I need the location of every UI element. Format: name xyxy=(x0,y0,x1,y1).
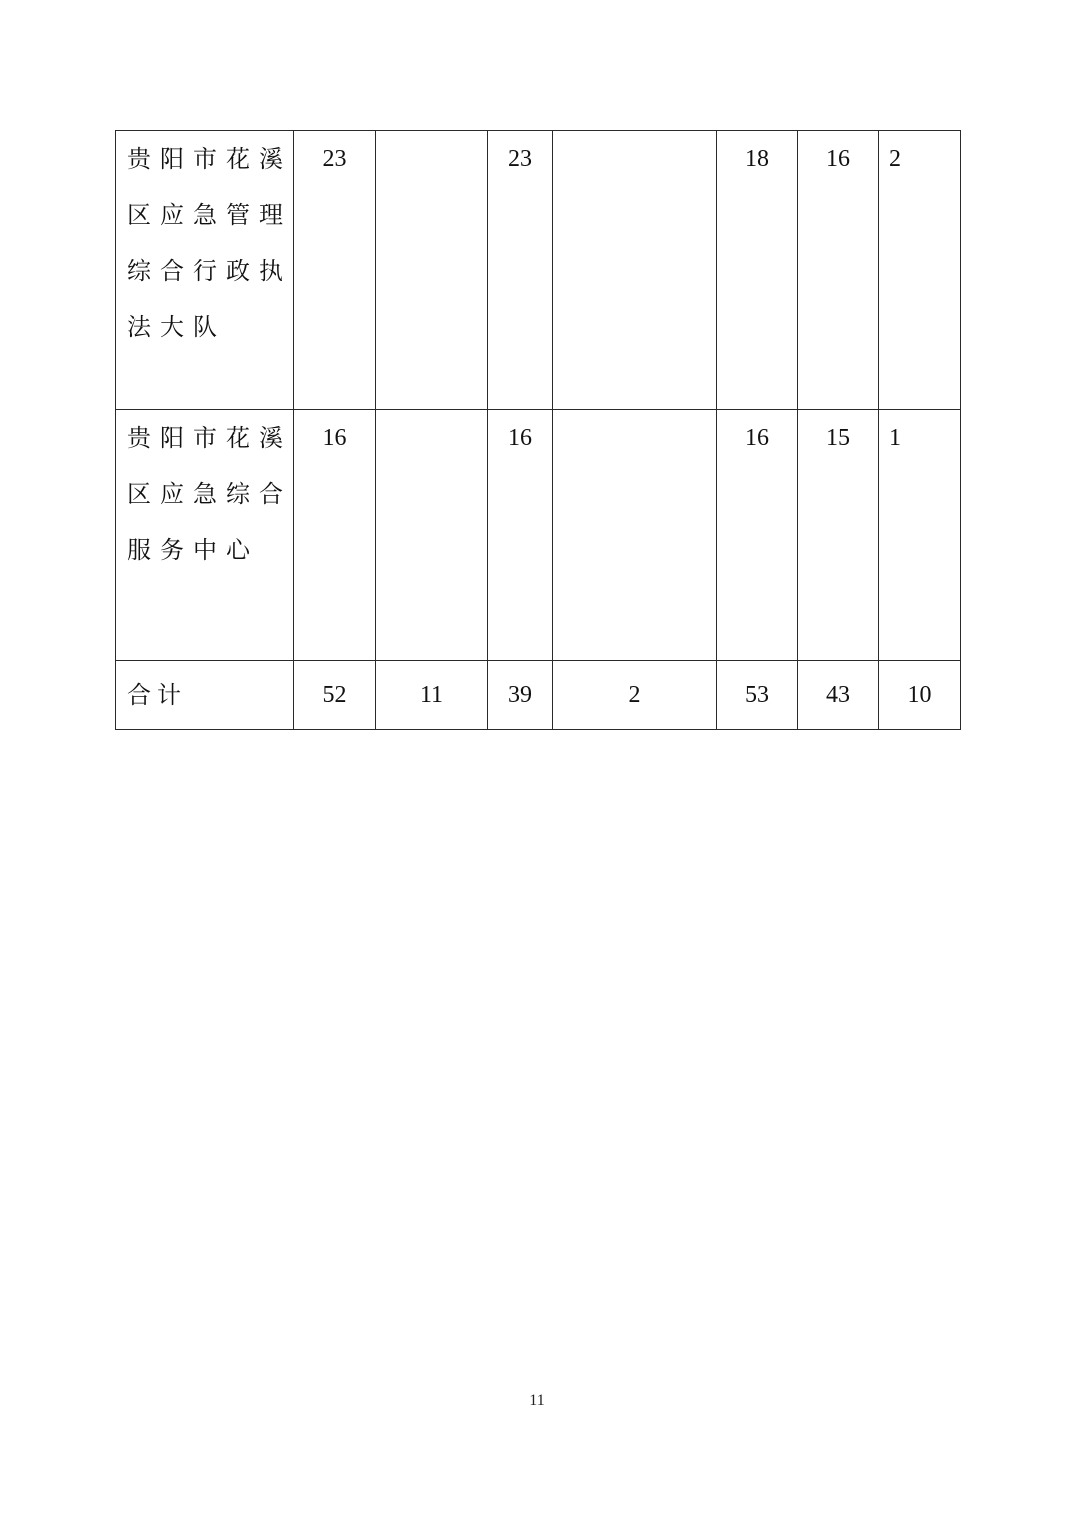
value-cell: 23 xyxy=(294,131,376,410)
value-cell xyxy=(376,410,488,661)
value-cell: 1 xyxy=(879,410,961,661)
table-row xyxy=(116,410,961,661)
unit-name-cell: 贵阳市花溪区应急综合服务中心 xyxy=(116,410,294,661)
total-value-cell: 53 xyxy=(717,661,798,730)
value-cell xyxy=(376,131,488,410)
total-value-cell: 11 xyxy=(376,661,488,730)
total-value-cell: 43 xyxy=(798,661,879,730)
value-cell xyxy=(553,410,717,661)
total-row xyxy=(116,661,961,730)
value-cell xyxy=(553,131,717,410)
value-cell: 15 xyxy=(798,410,879,661)
staffing-table xyxy=(115,130,961,730)
value-cell: 16 xyxy=(798,131,879,410)
total-value-cell: 52 xyxy=(294,661,376,730)
value-cell: 16 xyxy=(488,410,553,661)
value-cell: 18 xyxy=(717,131,798,410)
total-value-cell: 39 xyxy=(488,661,553,730)
value-cell: 16 xyxy=(294,410,376,661)
value-cell: 16 xyxy=(717,410,798,661)
unit-name-cell: 贵阳市花溪区应急管理综合行政执法大队 xyxy=(116,131,294,410)
table-row xyxy=(116,131,961,410)
total-value-cell: 2 xyxy=(553,661,717,730)
total-label-cell: 合计 xyxy=(116,661,294,730)
value-cell: 23 xyxy=(488,131,553,410)
total-value-cell: 10 xyxy=(879,661,961,730)
value-cell: 2 xyxy=(879,131,961,410)
page-number: 11 xyxy=(529,1392,545,1409)
